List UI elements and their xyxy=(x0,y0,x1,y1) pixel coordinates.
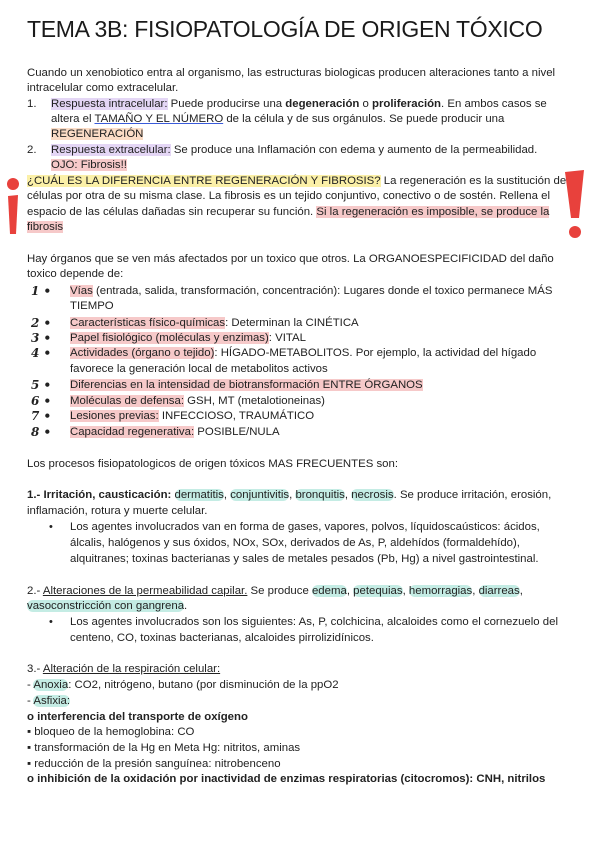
bullet-icon: • xyxy=(49,616,53,628)
page-title: TEMA 3B: FISIOPATOLOGÍA DE ORIGEN TÓXICO xyxy=(27,16,543,42)
underlined-term: TAMAÑO Y EL NÚMERO xyxy=(94,113,224,125)
list-item: Papel fisiológico (moléculas y enzimas): VITAL xyxy=(70,332,306,344)
question-line-4: fibrosis xyxy=(27,221,64,233)
list-number: 2 • xyxy=(31,316,52,330)
list-item-continuation: TIEMPO xyxy=(70,300,114,312)
response-number-1: 1. xyxy=(27,98,37,110)
process-2-agents-1: Los agentes involucrados son los siguientes: As, P, colchicina, alcaloides como el cornezuelo del xyxy=(70,616,558,628)
list-item-continuation: favorece la generación local de metabolitos activos xyxy=(70,363,328,375)
response-extracelular: Respuesta extracelular: Se produce una Inflamación con edema y aumento de la permeabilidad. xyxy=(51,144,538,156)
process-1-line-2: inflamación, rotura y muerte celular. xyxy=(27,505,208,517)
list-item: Actividades (órgano o tejido): HÍGADO-METABOLITOS. Por ejemplo, la actividad del hígado xyxy=(70,347,537,359)
process-1-agents-1: Los agentes involucrados van en forma de gases, vapores, polvos, líquidoscaústicos: ácidos, xyxy=(70,521,540,533)
inhibicion-heading: o inhibición de la oxidación por inactividad de enzimas respiratorias (citocromos): CNH, nitrilos xyxy=(27,773,546,785)
interferencia-item-2: ▪ transformación de la Hg en Meta Hg: nitritos, aminas xyxy=(27,742,301,754)
response-number-2: 2. xyxy=(27,144,37,156)
list-number: 5 • xyxy=(31,378,52,392)
asfixia-line: - Asfixia: xyxy=(27,695,71,707)
exclamation-icon xyxy=(560,168,588,242)
list-item: Lesiones previas: INFECCIOSO, TRAUMÁTICO xyxy=(70,410,315,422)
regeneracion-term: REGENERACIÓN xyxy=(51,128,144,140)
question-line-2: células por otra de su misma clase. La fibrosis es un tejido conjuntivo, conectivo o de sostén. Rellena el xyxy=(27,190,550,202)
process-2-heading: 2.- Alteraciones de la permeabilidad capilar. Se produce edema, petequias, hemorragias, diarreas, xyxy=(27,585,523,597)
intro-line-1: Cuando un xenobiotico entra al organismo, las estructuras biologicas producen alteraciones tanto a nivel xyxy=(27,67,556,79)
inverted-exclamation-icon xyxy=(2,176,24,238)
frecuentes-intro: Los procesos fisiopatologicos de origen tóxicos MAS FRECUENTES son: xyxy=(27,458,398,470)
response-intracelular: Respuesta intracelular: Puede producirse una degeneración o proliferación. En ambos casos se xyxy=(51,98,547,110)
intro-line-2: intracelular como extracelular. xyxy=(27,82,179,94)
process-1-heading: 1.- Irritación, causticación: dermatitis, conjuntivitis, bronquitis, necrosis. Se produce irritación, erosión, xyxy=(27,489,552,501)
process-2-agents-2: centeno, CO, toxinas bacterianas, alcaloides pirrolizidínicos. xyxy=(70,632,374,644)
fibrosis-note: OJO: Fibrosis!! xyxy=(51,159,127,171)
list-item: Características físico-químicas: Determinan la CINÉTICA xyxy=(70,317,359,329)
process-3-heading: 3.- Alteración de la respiración celular: xyxy=(27,663,221,675)
list-item: Diferencias en la intensidad de biotransformación ENTRE ÓRGANOS xyxy=(70,379,423,391)
list-number: 4 • xyxy=(31,346,52,360)
response-label: Respuesta extracelular: xyxy=(51,144,171,156)
process-2-line-2: vasoconstricción con gangrena. xyxy=(27,600,188,612)
process-1-agents-3: alquitranes; toxinas bacterianas y sales de metales pesados (Pb, Hg) a nivel gastrointestinal. xyxy=(70,553,539,565)
list-item: Moléculas de defensa: GSH, MT (metalotioneinas) xyxy=(70,395,325,407)
list-number: 6 • xyxy=(31,394,52,408)
bullet-icon: • xyxy=(49,521,53,533)
organo-line-1: Hay órganos que se ven más afectados por un toxico que otros. La ORGANOESPECIFICIDAD del daño xyxy=(27,253,554,265)
question-line-3: espacio de las células dañadas sin recuperar su función. Si la regeneración es imposible, se produce la xyxy=(27,206,550,218)
list-item: Capacidad regenerativa: POSIBLE/NULA xyxy=(70,426,280,438)
process-1-agents-2: álcalis, halógenos y sus óxidos, NOx, SOx, derivados de As, P, aldehídos (formaldehído), xyxy=(70,537,520,549)
interferencia-item-1: ▪ bloqueo de la hemoglobina: CO xyxy=(27,726,195,738)
list-number: 8 • xyxy=(31,425,52,439)
response-intracelular-line-2: altera el TAMAÑO Y EL NÚMERO de la célula y de sus orgánulos. Se puede producir una xyxy=(51,113,505,125)
list-number: 1 • xyxy=(31,284,52,298)
organo-line-2: toxico depende de: xyxy=(27,268,124,280)
response-label: Respuesta intracelular: xyxy=(51,98,168,110)
interferencia-item-3: ▪ reducción de la presión sanguínea: nitrobenceno xyxy=(27,758,281,770)
question-line-1: ¿CUÁL ES LA DIFERENCIA ENTRE REGENERACIÓN Y FIBROSIS? La regeneración es la sustitución de xyxy=(27,175,567,187)
list-item: Vías (entrada, salida, transformación, concentración): Lugares donde el toxico permanece MÁS xyxy=(70,285,553,297)
list-number: 3 • xyxy=(31,331,52,345)
anoxia-line: - Anoxia: CO2, nitrógeno, butano (por disminución de la ppO2 xyxy=(27,679,339,691)
list-number: 7 • xyxy=(31,409,52,423)
interferencia-heading: o interferencia del transporte de oxígeno xyxy=(27,711,248,723)
response-intracelular-line-3 xyxy=(51,127,143,143)
question-highlight: ¿CUÁL ES LA DIFERENCIA ENTRE REGENERACIÓN Y FIBROSIS? xyxy=(27,175,381,187)
